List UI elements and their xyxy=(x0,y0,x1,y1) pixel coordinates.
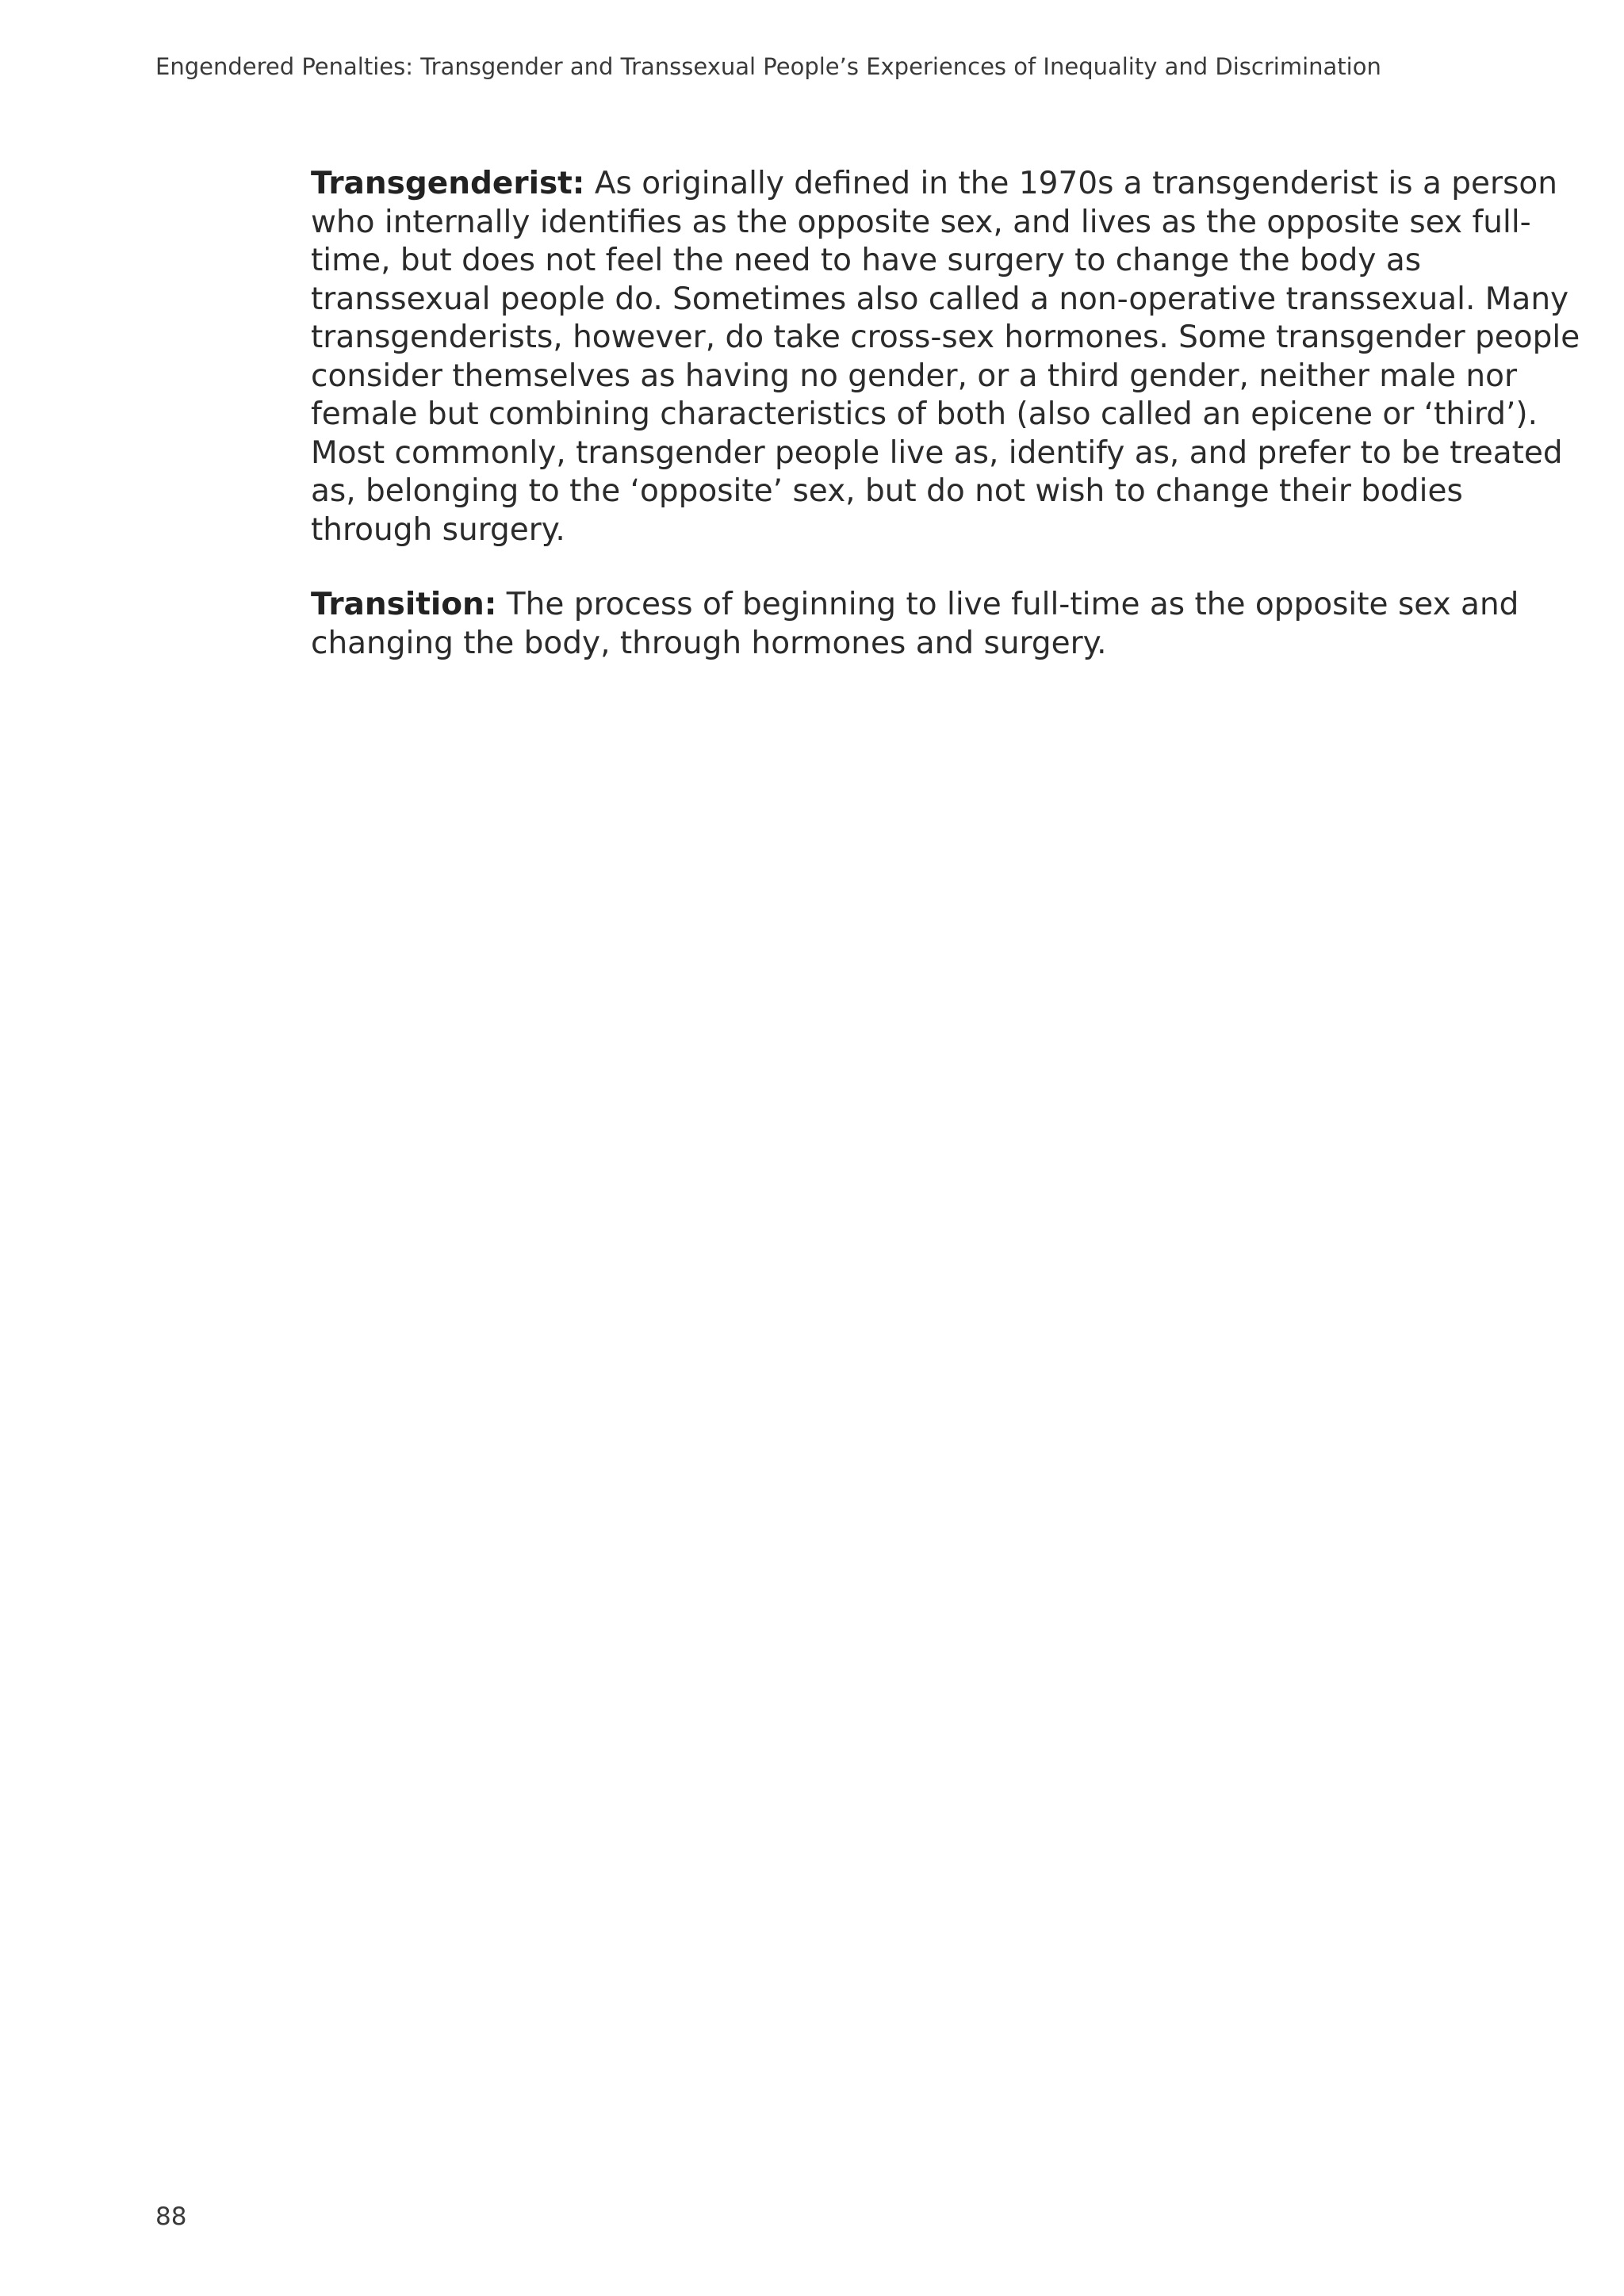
entry-text: The process of beginning to live full-time as the opposite sex and xyxy=(506,587,1519,622)
entry-line: transgenderists, however, do take cross-sex hormones. Some transgender people xyxy=(311,320,1580,355)
entry-line: transsexual people do. Sometimes also called a non-operative transsexual. Many xyxy=(311,281,1569,317)
entry-line: who internally identifies as the opposite sex, and lives as the opposite sex full- xyxy=(311,204,1531,240)
glossary-term: Transgenderist: xyxy=(311,166,585,201)
glossary-content xyxy=(311,165,1580,699)
entry-line xyxy=(311,165,1557,204)
page-number: 88 xyxy=(155,2202,187,2231)
entry-line: consider themselves as having no gender, or a third gender, neither male nor xyxy=(311,358,1518,394)
glossary-entry-transition xyxy=(311,586,1519,663)
entry-line: Most commonly, transgender people live as, identify as, and prefer to be treated xyxy=(311,434,1563,471)
entry-line: through surgery. xyxy=(311,511,565,548)
entry-text: As originally defined in the 1970s a transgenderist is a person xyxy=(594,166,1557,201)
glossary-term: Transition: xyxy=(311,587,497,622)
running-header: Engendered Penalties: Transgender and Transsexual People’s Experiences of Inequality and Discrimination xyxy=(155,53,1381,80)
entry-line: time, but does not feel the need to have surgery to change the body as xyxy=(311,243,1422,278)
entry-line: as, belonging to the ‘opposite’ sex, but do not wish to change their bodies xyxy=(311,473,1463,509)
entry-line: changing the body, through hormones and surgery. xyxy=(311,625,1107,661)
glossary-entry-transgenderist xyxy=(311,165,1580,549)
entry-line: female but combining characteristics of both (also called an epicene or ‘third’). xyxy=(311,396,1538,432)
entry-line xyxy=(311,586,1519,625)
